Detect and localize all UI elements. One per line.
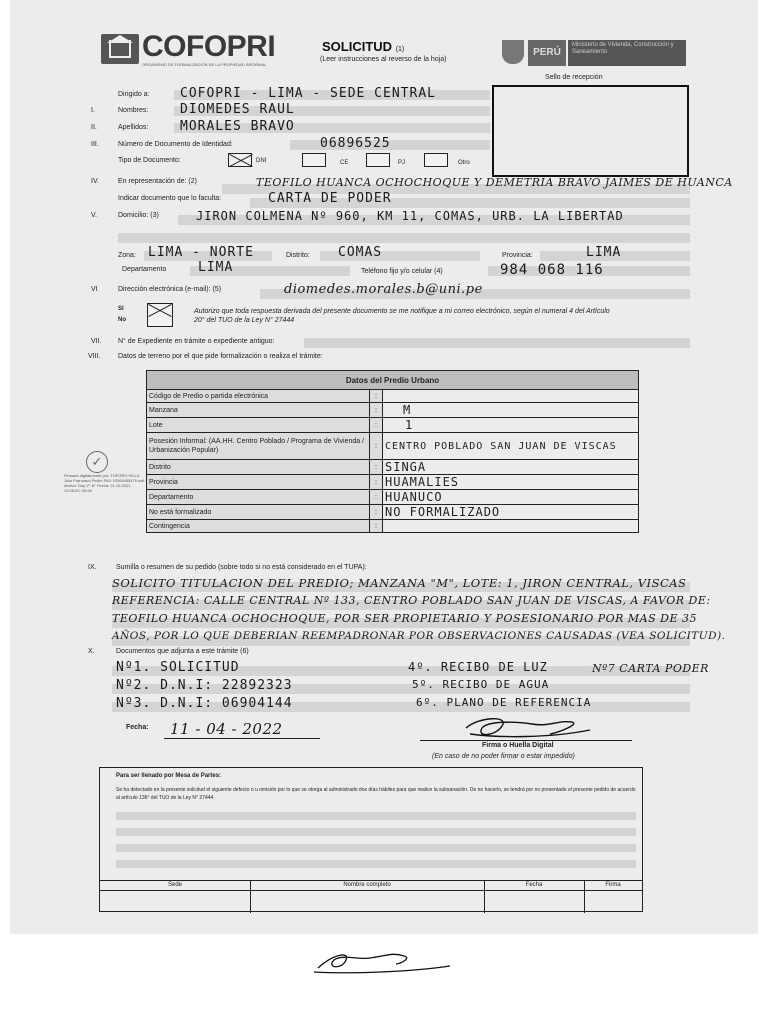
row-value: HUAMALIES bbox=[383, 475, 639, 490]
predio-table-title: Datos del Predio Urbano bbox=[147, 371, 639, 390]
num-doc-value: 06896525 bbox=[320, 136, 391, 151]
row-colon: : bbox=[370, 390, 383, 403]
expediente-label: N° de Expediente en trámite o expediente antiguo: bbox=[118, 338, 275, 345]
title-text: SOLICITUD bbox=[322, 39, 393, 54]
mesa-col-fecha: Fecha bbox=[484, 880, 584, 891]
title-ref: (1) bbox=[395, 46, 405, 53]
numeral-3: III. bbox=[91, 141, 99, 148]
sello-label: Sello de recepción bbox=[545, 74, 603, 81]
dni-checkbox[interactable] bbox=[228, 153, 252, 167]
row-label: Departamento bbox=[147, 490, 370, 505]
distrito-value: COMAS bbox=[338, 245, 383, 260]
telefono-value: 984 068 116 bbox=[500, 262, 604, 278]
mesa-line bbox=[116, 828, 636, 836]
fecha-label: Fecha: bbox=[126, 724, 149, 731]
sumilla-label: Sumilla o resumen de su pedido (sobre todo si no está considerado en el TUPA): bbox=[116, 564, 367, 571]
numeral-8: VIII. bbox=[88, 353, 101, 360]
digital-signature-check-icon: ✓ bbox=[86, 451, 108, 473]
predio-table bbox=[146, 370, 639, 533]
row-value: M bbox=[383, 403, 639, 418]
email-label: Dirección electrónica (e-mail): (5) bbox=[118, 286, 222, 293]
row-colon: : bbox=[370, 490, 383, 505]
row-value: HUANUCO bbox=[383, 490, 639, 505]
cofopri-logo-icon bbox=[101, 34, 139, 64]
row-label: Posesión Informal: (AA.HH. Centro Poblado / Programa de Vivienda / Urbanización Popular) bbox=[147, 433, 370, 460]
num-doc-label: Número de Documento de Identidad: bbox=[118, 141, 233, 148]
otro-checkbox[interactable] bbox=[424, 153, 448, 167]
table-row bbox=[147, 390, 639, 403]
row-label: No está formalizado bbox=[147, 505, 370, 520]
table-row bbox=[147, 460, 639, 475]
table-row bbox=[147, 475, 639, 490]
brand-subtitle: ORGANISMO DE FORMALIZACIÓN DE LA PROPIEDAD INFORMAL bbox=[142, 62, 267, 67]
documento-item: Nº3. D.N.I: 06904144 bbox=[116, 696, 293, 711]
row-value: SINGA bbox=[383, 460, 639, 475]
numeral-1: I. bbox=[91, 107, 95, 114]
autoriza-checkbox[interactable] bbox=[147, 303, 173, 327]
documento-item: Nº1. SOLICITUD bbox=[116, 660, 240, 675]
documento-item: 5º. RECIBO DE AGUA bbox=[412, 678, 550, 691]
ministry-badge: Ministerio de Vivienda, Construcción y Saneamiento bbox=[568, 40, 686, 66]
row-label: Contingencia bbox=[147, 520, 370, 533]
mesa-title: Para ser llenado por Mesa de Partes: bbox=[116, 773, 222, 779]
row-colon: : bbox=[370, 403, 383, 418]
sumilla-text-1: SOLICITO TITULACION DEL PREDIO; MANZANA "M", LOTE: 1, JIRON CENTRAL, VISCAS bbox=[112, 576, 687, 590]
domicilio-line-2 bbox=[118, 233, 690, 243]
table-row bbox=[147, 418, 639, 433]
mesa-line bbox=[116, 844, 636, 852]
row-colon: : bbox=[370, 475, 383, 490]
dirigido-value: COFOPRI - LIMA - SEDE CENTRAL bbox=[180, 86, 436, 101]
pj-checkbox[interactable] bbox=[366, 153, 390, 167]
representacion-label: En representación de: (2) bbox=[118, 178, 197, 185]
sumilla-text-4: AÑOS, POR LO QUE DEBERIAN REEMPADRONAR POR OBSERVACIONES CAUSADAS (VEA SOLICITUD). bbox=[112, 630, 726, 642]
distrito-label: Distrito: bbox=[286, 252, 310, 259]
mesa-line bbox=[116, 860, 636, 868]
firma-line bbox=[420, 740, 632, 741]
row-value: CENTRO POBLADO SAN JUAN DE VISCAS bbox=[383, 433, 639, 460]
row-value bbox=[383, 390, 639, 403]
documento-item: Nº7 CARTA PODER bbox=[592, 662, 709, 675]
peru-badge: PERÚ bbox=[528, 40, 566, 66]
row-label: Lote bbox=[147, 418, 370, 433]
expediente-line bbox=[304, 338, 690, 348]
mesa-line bbox=[116, 812, 636, 820]
domicilio-value: JIRON COLMENA Nº 960, KM 11, COMAS, URB. LA LIBERTAD bbox=[196, 209, 624, 223]
documento-item: 4º. RECIBO DE LUZ bbox=[408, 660, 548, 674]
numeral-2: II. bbox=[91, 124, 97, 131]
representacion-value: TEOFILO HUANCA OCHOCHOQUE Y DEMETRIA BRAVO JAIMES DE HUANCA bbox=[256, 176, 733, 189]
numeral-10: X. bbox=[88, 648, 95, 655]
zona-label: Zona: bbox=[118, 252, 136, 259]
fecha-value: 11 - 04 - 2022 bbox=[170, 720, 283, 738]
departamento-value: LIMA bbox=[198, 260, 234, 275]
table-row bbox=[147, 433, 639, 460]
no-label: No bbox=[118, 317, 126, 323]
row-colon: : bbox=[370, 418, 383, 433]
firma-label: Firma o Huella Digital bbox=[482, 742, 554, 749]
mesa-col-firma: Firma bbox=[584, 880, 642, 891]
sello-box bbox=[492, 85, 689, 177]
dirigido-label: Dirigido a: bbox=[118, 91, 150, 98]
numeral-9: IX. bbox=[88, 564, 97, 571]
apellidos-value: MORALES BRAVO bbox=[180, 119, 295, 134]
bottom-handwritten-signature bbox=[300, 948, 460, 978]
table-row bbox=[147, 520, 639, 533]
form-title bbox=[322, 39, 404, 54]
mesa-partes-box bbox=[99, 767, 643, 912]
row-label: Provincia bbox=[147, 475, 370, 490]
autoriza-text: Autorizo que toda respuesta derivada del presente documento se me notifique a mi correo electrónico, según el numeral 4 del Artículo 20° del TUO de la Ley N° 27444 bbox=[194, 308, 610, 324]
row-colon: : bbox=[370, 520, 383, 533]
sumilla-text-3: TEOFILO HUANCA OCHOCHOQUE, POR SER PROPIETARIO Y POSESIONARIO POR MAS DE 35 bbox=[112, 612, 697, 625]
nombres-value: DIOMEDES RAUL bbox=[180, 102, 295, 117]
ce-checkbox[interactable] bbox=[302, 153, 326, 167]
sumilla-text-2: REFERENCIA: CALLE CENTRAL Nº 133, CENTRO POBLADO SAN JUAN DE VISCAS, A FAVOR DE: bbox=[112, 594, 711, 607]
numeral-4: IV. bbox=[91, 178, 99, 185]
mesa-text: Se ha detectado en la presente solicitud el siguiente defecto o u omisión por lo que se otorga al administrado dos días hábiles para que realice la subsanación. De no hacerlo, se tendrá por no presentado el presente pedido de acuerdo al artículo 136° del TUO de la Ley N° 27444 bbox=[116, 787, 636, 801]
apellidos-label: Apellidos: bbox=[118, 124, 149, 131]
firma-note: (En caso de no poder firmar o estar impedido) bbox=[432, 753, 575, 760]
row-value: NO FORMALIZADO bbox=[383, 505, 639, 520]
pj-label: PJ bbox=[398, 160, 406, 166]
provincia-value: LIMA bbox=[586, 245, 622, 260]
row-label: Distrito bbox=[147, 460, 370, 475]
documentos-label: Documentos que adjunta a este trámite (6) bbox=[116, 648, 249, 655]
mesa-divider bbox=[250, 880, 251, 913]
form-subtitle: (Leer instrucciones al reverso de la hoja) bbox=[320, 56, 447, 63]
row-colon: : bbox=[370, 505, 383, 520]
mesa-col-nombre: Nombre completo bbox=[250, 880, 484, 891]
otro-label: Otro bbox=[458, 160, 470, 166]
departamento-label: Departamento bbox=[122, 266, 167, 273]
indicar-doc-label: Indicar documento que lo faculta: bbox=[118, 195, 222, 202]
tipo-doc-label: Tipo de Documento: bbox=[118, 157, 181, 164]
provincia-label: Provincia: bbox=[502, 252, 533, 259]
dni-label: DNI bbox=[256, 158, 267, 164]
numeral-6: VI bbox=[91, 286, 98, 293]
row-colon: : bbox=[370, 433, 383, 460]
zona-value: LIMA - NORTE bbox=[148, 245, 254, 260]
documento-item: Nº2. D.N.I: 22892323 bbox=[116, 678, 293, 693]
ce-label: CE bbox=[340, 160, 349, 166]
mesa-col-sede: Sede bbox=[100, 880, 250, 891]
row-colon: : bbox=[370, 460, 383, 475]
numeral-7: VII. bbox=[91, 338, 102, 345]
telefono-label: Teléfono fijo y/o celular (4) bbox=[361, 268, 443, 275]
table-row bbox=[147, 505, 639, 520]
row-value: 1 bbox=[383, 418, 639, 433]
digital-signature-stamp: Firmado digitalmente por: TOFORO VILLA Julio Francisco Pedro FAU 20306450479 soft Motivo: Doy V° B° Fecha: 21.10.2021 12:05:20 -05:00 bbox=[64, 473, 145, 493]
mesa-divider bbox=[584, 880, 585, 913]
row-value bbox=[383, 520, 639, 533]
brand-name: COFOPRI bbox=[142, 30, 276, 63]
email-value: diomedes.morales.b@uni.pe bbox=[284, 282, 483, 297]
table-row bbox=[147, 490, 639, 505]
row-label: Código de Predio o partida electrónica bbox=[147, 390, 370, 403]
mesa-divider bbox=[484, 880, 485, 913]
domicilio-label: Domicilio: (3) bbox=[118, 212, 159, 219]
datos-terreno-label: Datos de terreno por el que pide formalización o realiza el trámite: bbox=[118, 353, 323, 360]
numeral-5: V. bbox=[91, 212, 97, 219]
indicar-doc-value: CARTA DE PODER bbox=[268, 191, 392, 206]
row-label: Manzana bbox=[147, 403, 370, 418]
table-row bbox=[147, 403, 639, 418]
si-label: SI bbox=[118, 306, 124, 312]
nombres-label: Nombres: bbox=[118, 107, 149, 114]
coat-of-arms-icon bbox=[502, 40, 524, 64]
fecha-underline bbox=[164, 738, 320, 739]
documento-item: 6º. PLANO DE REFERENCIA bbox=[416, 696, 592, 709]
